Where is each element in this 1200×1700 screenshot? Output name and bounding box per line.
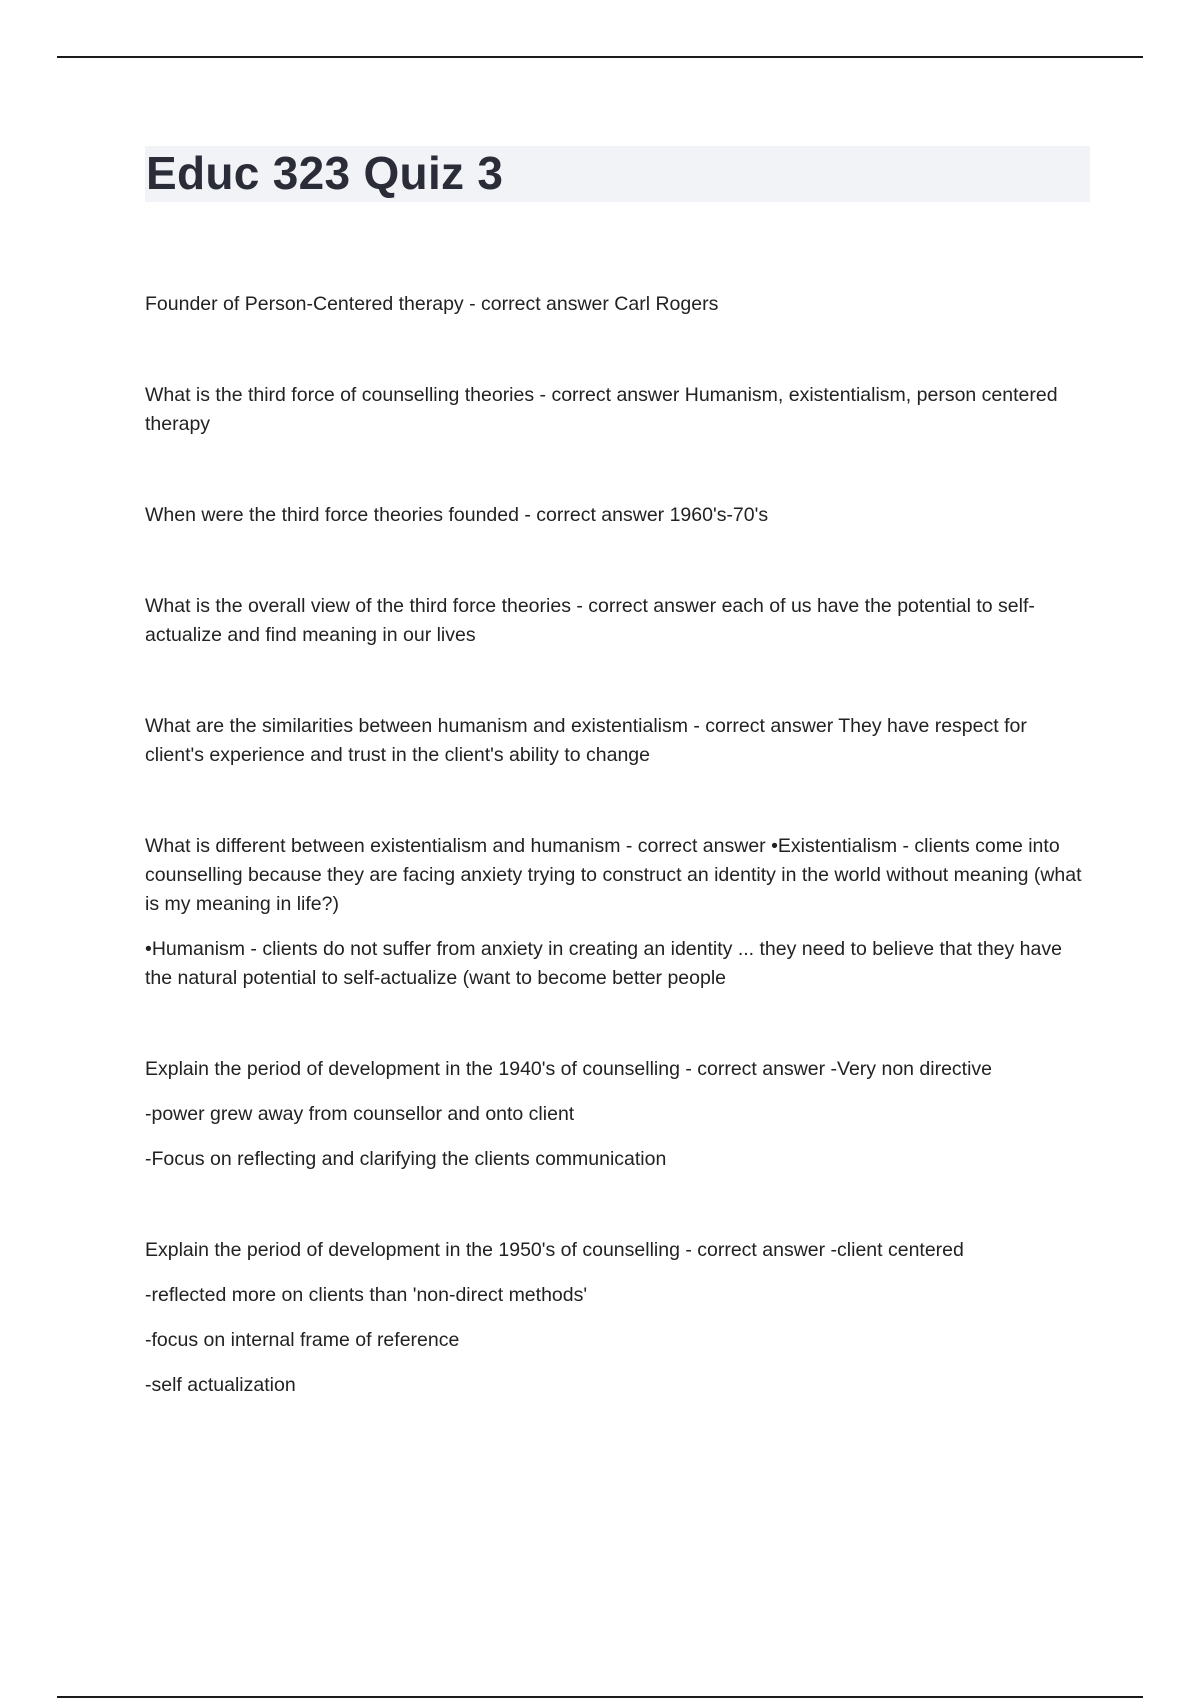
qa-paragraph: Explain the period of development in the 1940's of counselling - correct answer -Very non directive [145, 1058, 993, 1080]
qa-paragraph: -Focus on reflecting and clarifying the clients communication [145, 1148, 667, 1170]
qa-paragraph: What is the third force of counselling theories - correct answer Humanism, existentialism, person centered therapy [145, 384, 1058, 435]
page-title: Educ 323 Quiz 3 [146, 147, 504, 199]
qa-paragraph: -reflected more on clients than 'non-direct methods' [145, 1284, 588, 1306]
qa-item [145, 1236, 1085, 1400]
qa-item [145, 592, 1085, 650]
qa-paragraph: When were the third force theories founded - correct answer 1960's-70's [145, 504, 769, 526]
qa-item [145, 501, 1085, 530]
qa-item [145, 290, 1085, 319]
qa-item [145, 1055, 1085, 1174]
qa-paragraph: -power grew away from counsellor and onto client [145, 1103, 575, 1125]
qa-list [145, 290, 1085, 1462]
top-divider [57, 56, 1143, 58]
qa-paragraph: -self actualization [145, 1374, 296, 1396]
qa-paragraph: •Humanism - clients do not suffer from anxiety in creating an identity ... they need to believe that they have the natural potential to self-actualize (want to become better people [145, 938, 1062, 989]
qa-paragraph: What is the overall view of the third force theories - correct answer each of us have the potential to self-actualize and find meaning in our lives [145, 595, 1035, 646]
qa-item [145, 832, 1085, 993]
qa-paragraph: What is different between existentialism and humanism - correct answer •Existentialism - clients come into counselling because they are facing anxiety trying to construct an identity in the world without meaning (what is my meaning in life?) [145, 835, 1082, 915]
qa-paragraph: Explain the period of development in the 1950's of counselling - correct answer -client centered [145, 1239, 964, 1261]
qa-item [145, 381, 1085, 439]
qa-paragraph: -focus on internal frame of reference [145, 1329, 460, 1351]
qa-item [145, 712, 1085, 770]
qa-paragraph: What are the similarities between humanism and existentialism - correct answer They have respect for client's experience and trust in the client's ability to change [145, 715, 1027, 766]
qa-paragraph: Founder of Person-Centered therapy - correct answer Carl Rogers [145, 293, 719, 315]
bottom-divider [57, 1696, 1143, 1698]
